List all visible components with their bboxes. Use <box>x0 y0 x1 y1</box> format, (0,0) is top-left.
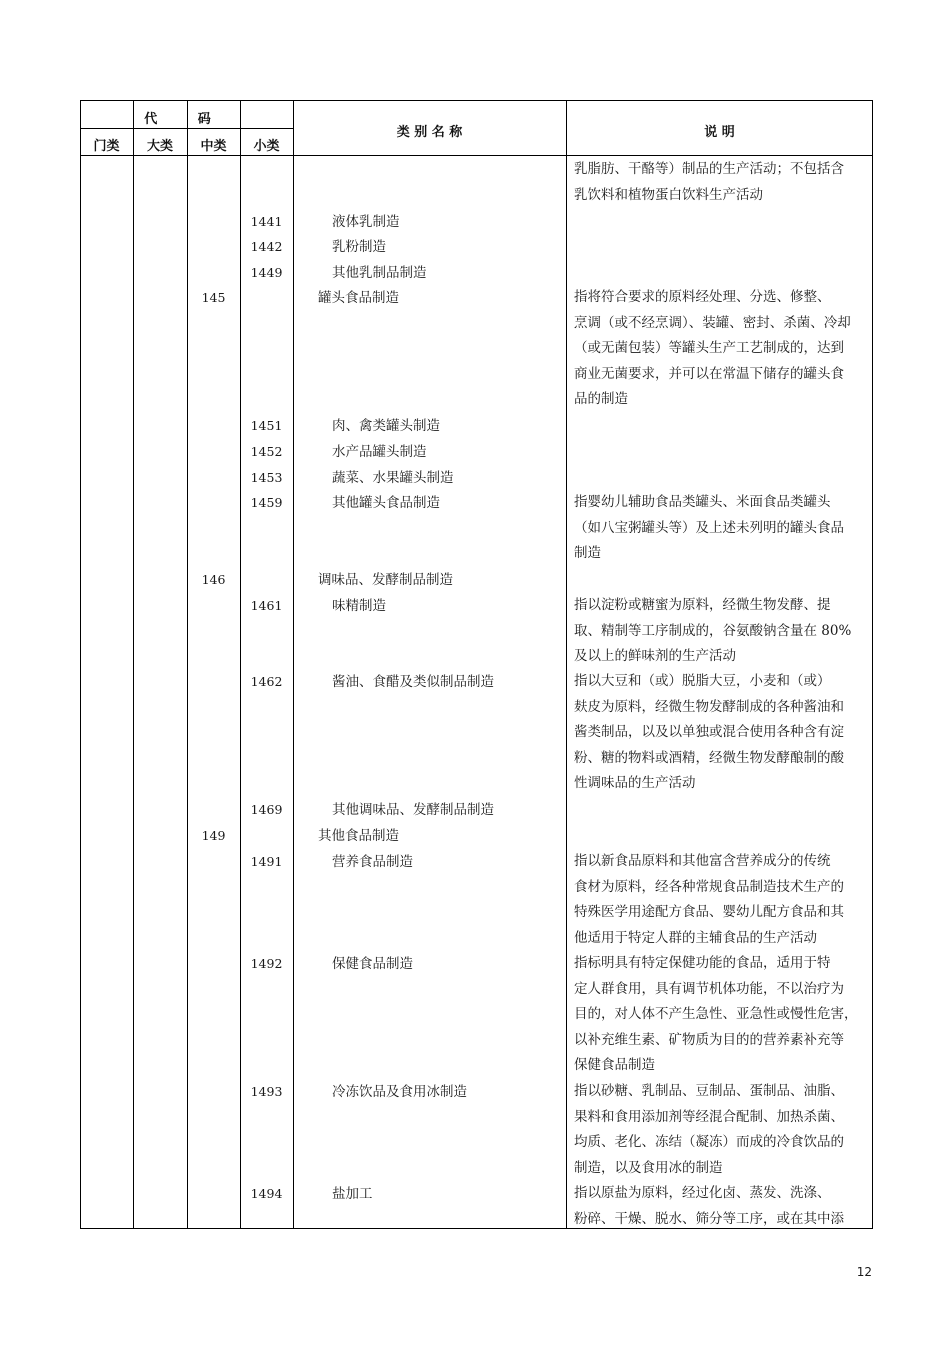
header-zhong: 中类 <box>200 139 227 154</box>
category-name: 其他乳制品制造 <box>332 265 427 281</box>
small-class-code: 1441 <box>250 214 283 229</box>
category-name: 盐加工 <box>332 1186 373 1202</box>
category-name: 冷冻饮品及食用冰制造 <box>332 1084 467 1100</box>
category-name: 肉、禽类罐头制造 <box>332 418 440 434</box>
category-name: 其他调味品、发酵制品制造 <box>332 802 494 818</box>
header-da: 大类 <box>146 139 173 154</box>
small-class-code: 1453 <box>250 470 283 485</box>
table-row <box>0 1079 952 1176</box>
category-name: 其他食品制造 <box>318 828 399 844</box>
category-name: 液体乳制造 <box>332 214 400 230</box>
small-class-code: 1459 <box>250 495 283 510</box>
category-note: 指标明具有特定保健功能的食品，适用于特 定人群食用，具有调节机体功能，不以治疗为 目的，对人体不产生急性、亚急性或慢性危害， 以补充维生素、矿物质为目的的营养素补充等 保健食品制造 <box>574 955 858 1074</box>
category-note: 指将符合要求的原料经处理、分选、修整、 烹调（或不经烹调）、装罐、密封、杀菌、冷却 （或无菌包装）等罐头生产工艺制成的，达到 商业无菌要求，并可以在常温下储存的罐头食 品的制造 <box>574 289 851 408</box>
table-row <box>0 849 952 946</box>
code-header: 代 码 <box>144 112 229 127</box>
small-class-code: 1461 <box>250 598 283 613</box>
small-class-code: 1462 <box>250 674 283 689</box>
category-name: 乳粉制造 <box>332 239 386 255</box>
table-row <box>0 260 952 286</box>
table-row <box>0 951 952 1074</box>
table-row <box>0 797 952 823</box>
table-row <box>0 593 952 665</box>
table-row <box>0 285 952 408</box>
category-name: 罐头食品制造 <box>318 290 399 306</box>
small-class-code: 1494 <box>250 1186 283 1201</box>
table-row <box>0 465 952 491</box>
header-men: 门类 <box>93 139 120 154</box>
category-name: 水产品罐头制造 <box>332 444 427 460</box>
small-class-code: 1469 <box>250 802 283 817</box>
category-name: 调味品、发酵制品制造 <box>318 572 453 588</box>
small-class-code: 1492 <box>250 956 283 971</box>
header-xiao: 小类 <box>253 139 280 154</box>
table-row <box>0 413 952 439</box>
category-note: 指以新食品原料和其他富含营养成分的传统 食材为原料，经各种常规食品制造技术生产的 特殊医学用途配方食品、婴幼儿配方食品和其 他适用于特定人群的主辅食品的生产活动 <box>574 853 844 946</box>
category-note: 乳脂肪、干酪等）制品的生产活动；不包括含 乳饮料和植物蛋白饮料生产活动 <box>574 161 844 203</box>
table-row <box>0 157 952 203</box>
category-name: 蔬菜、水果罐头制造 <box>332 470 454 486</box>
header-divider <box>80 128 293 129</box>
table-row <box>0 439 952 465</box>
category-note: 指以大豆和（或）脱脂大豆，小麦和（或） 麸皮为原料，经微生物发酵制成的各种酱油和 酱类制品，以及以单独或混合使用各种含有淀 粉、糖的物料或酒精，经微生物发酵酿制的酸 性调味品的生产活动 <box>574 673 844 792</box>
category-name: 保健食品制造 <box>332 956 413 972</box>
small-class-code: 1451 <box>250 418 283 433</box>
category-name: 酱油、食醋及类似制品制造 <box>332 674 494 690</box>
table-row <box>0 234 952 260</box>
small-class-code: 1442 <box>250 239 283 254</box>
header-note: 说 明 <box>704 125 735 140</box>
small-class-code: 1452 <box>250 444 283 459</box>
category-note: 指婴幼儿辅助食品类罐头、米面食品类罐头 （如八宝粥罐头等）及上述未列明的罐头食品 制造 <box>574 494 844 562</box>
category-name: 其他罐头食品制造 <box>332 495 440 511</box>
category-note: 指以原盐为原料，经过化卤、蒸发、洗涤、 粉碎、干燥、脱水、筛分等工序，或在其中添 <box>574 1185 844 1227</box>
small-class-code: 1493 <box>250 1084 283 1099</box>
page-number: 12 <box>856 1265 872 1279</box>
category-note: 指以淀粉或糖蜜为原料，经微生物发酵、提 取、精制等工序制成的，谷氨酸钠含量在 80% 及以上的鲜味剂的生产活动 <box>574 597 852 665</box>
small-class-code: 1449 <box>250 265 283 280</box>
category-note: 指以砂糖、乳制品、豆制品、蛋制品、油脂、 果料和食用添加剂等经混合配制、加热杀菌、 均质、老化、冻结（凝冻）而成的冷食饮品的 制造，以及食用冰的制造 <box>574 1083 844 1176</box>
mid-class-code: 145 <box>201 290 226 305</box>
header-bottom-rule <box>80 155 873 156</box>
small-class-code: 1491 <box>250 854 283 869</box>
table-row <box>0 490 952 562</box>
category-name: 味精制造 <box>332 598 386 614</box>
table-row <box>0 823 952 849</box>
table-row <box>0 1181 952 1227</box>
table-row <box>0 567 952 593</box>
category-name: 营养食品制造 <box>332 854 413 870</box>
mid-class-code: 146 <box>201 572 226 587</box>
mid-class-code: 149 <box>201 828 226 843</box>
table-row <box>0 669 952 792</box>
header-category-name: 类 别 名 称 <box>396 125 463 140</box>
table-row <box>0 209 952 235</box>
